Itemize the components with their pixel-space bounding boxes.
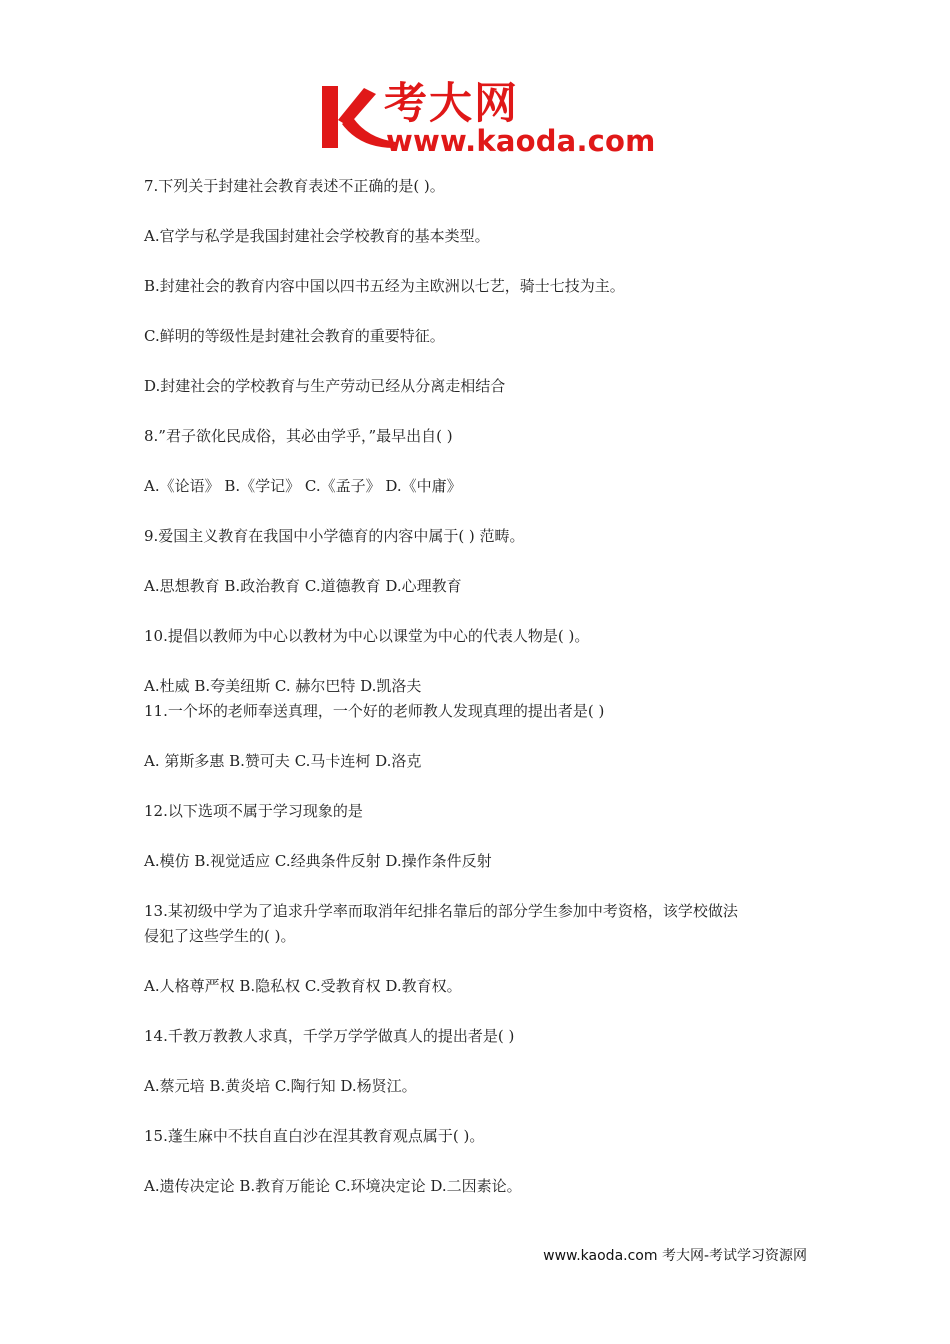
question-13: 13.某初级中学为了追求升学率而取消年纪排名靠后的部分学生参加中考资格，该学校做法 [144, 902, 738, 920]
question-12-options: A.模仿 B.视觉适应 C.经典条件反射 D.操作条件反射 [144, 852, 492, 870]
question-7-option-d: D.封建社会的学校教育与生产劳动已经从分离走相结合 [144, 377, 506, 395]
question-7-option-b: B.封建社会的教育内容中国以四书五经为主欧洲以七艺，骑士七技为主。 [144, 277, 625, 295]
question-8-options: A.《论语》 B.《学记》 C.《孟子》 D.《中庸》 [144, 477, 462, 495]
page-footer: www.kaoda.com 考大网-考试学习资源网 [543, 1248, 807, 1264]
question-14-options: A.蔡元培 B.黄炎培 C.陶行知 D.杨贤江。 [144, 1077, 417, 1095]
question-10: 10.提倡以教师为中心以教材为中心以课堂为中心的代表人物是( )。 [144, 627, 590, 645]
question-13-options: A.人格尊严权 B.隐私权 C.受教育权 D.教育权。 [144, 977, 462, 995]
question-7-option-c: C.鲜明的等级性是封建社会教育的重要特征。 [144, 327, 445, 345]
question-9: 9.爱国主义教育在我国中小学德育的内容中属于( ) 范畴。 [144, 527, 525, 545]
question-11-options: A. 第斯多惠 B.赞可夫 C.马卡连柯 D.洛克 [144, 752, 422, 770]
question-list [144, 174, 814, 1199]
logo-title: 考大网 [384, 79, 519, 129]
question-8: 8.”君子欲化民成俗，其必由学乎，”最早出自( ) [144, 427, 453, 445]
question-15: 15.蓬生麻中不扶自直白沙在涅其教育观点属于( )。 [144, 1127, 485, 1145]
question-7-option-a: A.官学与私学是我国封建社会学校教育的基本类型。 [144, 227, 490, 245]
question-15-options: A.遗传决定论 B.教育万能论 C.环境决定论 D.二因素论。 [144, 1177, 522, 1195]
kaoda-logo [318, 79, 656, 160]
question-13-cont: 侵犯了这些学生的( )。 [144, 927, 296, 945]
question-7: 7.下列关于封建社会教育表述不正确的是( )。 [144, 177, 445, 195]
question-9-options: A.思想教育 B.政治教育 C.道德教育 D.心理教育 [144, 577, 462, 595]
question-12: 12.以下选项不属于学习现象的是 [144, 802, 363, 820]
question-11: 11.一个坏的老师奉送真理，一个好的老师教人发现真理的提出者是( ) [144, 702, 605, 720]
question-10-options: A.杜威 B.夸美纽斯 C. 赫尔巴特 D.凯洛夫 [144, 677, 422, 695]
question-14: 14.千教万教教人求真，千学万学学做真人的提出者是( ) [144, 1027, 515, 1045]
logo-url: www.kaoda.com [386, 124, 656, 158]
